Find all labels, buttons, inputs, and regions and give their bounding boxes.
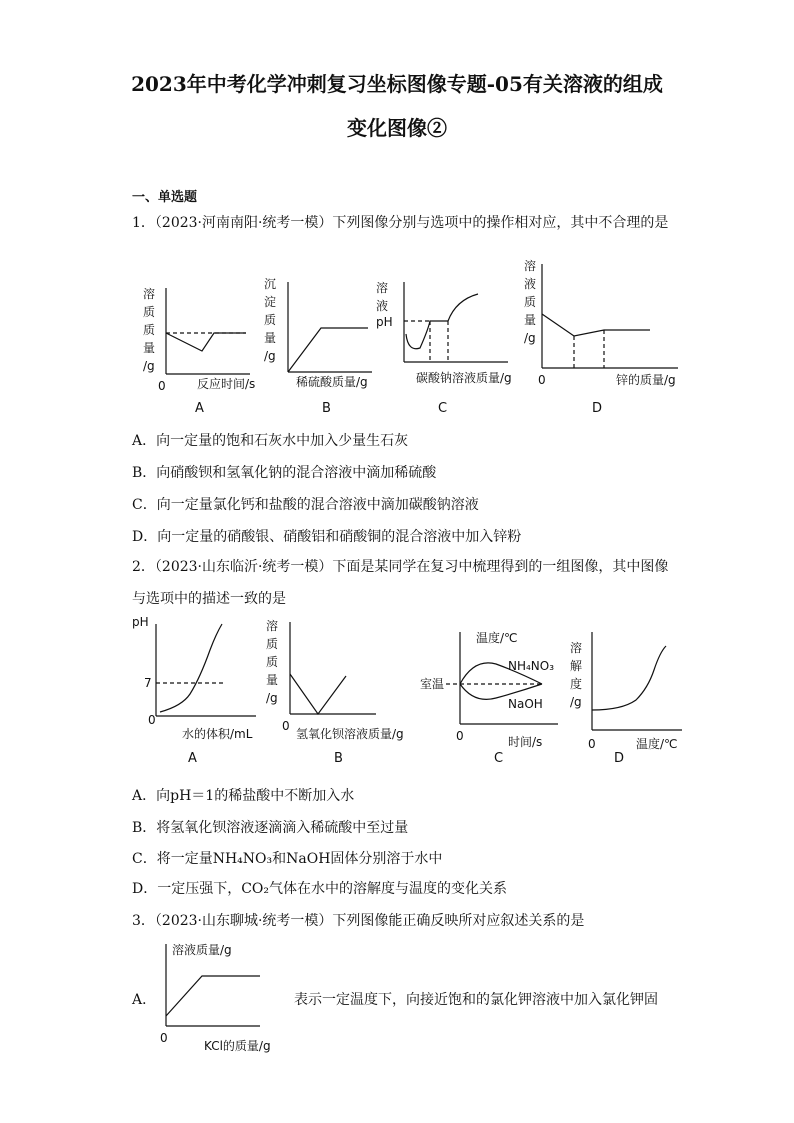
q2-chart-a xyxy=(132,615,256,766)
q1b-ylabel-4: 量 xyxy=(264,331,277,345)
q2-chart-b xyxy=(266,618,404,766)
q2c-xlabel: 时间/s xyxy=(508,735,543,749)
q2d-curve xyxy=(592,646,666,710)
doc-title-line2: 变化图像② xyxy=(347,116,447,140)
q1c-xlabel: 碳酸钠溶液质量/g xyxy=(416,371,512,385)
q1c-curve xyxy=(406,294,478,349)
q2-stem-line1: 2．（2023·山东临沂·统考一模）下面是某同学在复习中梳理得到的一组图像，其中图像 xyxy=(132,559,669,575)
q1b-ylabel-1: 沉 xyxy=(264,277,277,291)
q2b-xlabel: 氢氧化钡溶液质量/g xyxy=(296,727,404,741)
q1b-caption: B xyxy=(322,401,331,416)
q1-figure xyxy=(130,252,690,424)
q1c-ylabel-1: 溶 xyxy=(376,281,389,295)
q2b-ylabel-4: 量 xyxy=(266,673,279,687)
q2d-ylabel-1: 溶 xyxy=(570,641,583,655)
q2-chart-c xyxy=(420,630,558,766)
q1d-ylabel-5: /g xyxy=(524,331,536,345)
q1c-ylabel-3: pH xyxy=(376,315,393,329)
q1c-ylabel-2: 液 xyxy=(376,299,389,313)
q1b-ylabel-3: 质 xyxy=(264,313,277,327)
q1a-ylabel-2: 质 xyxy=(143,305,156,319)
q1-option-a[interactable]: A．向一定量的饱和石灰水中加入少量生石灰 xyxy=(132,433,409,449)
q2-option-c[interactable]: C．将一定量NH₄NO₃和NaOH固体分别溶于水中 xyxy=(132,851,443,867)
q2b-ylabel-1: 溶 xyxy=(266,619,279,633)
q3a-origin: 0 xyxy=(160,1031,168,1045)
q1d-origin: 0 xyxy=(538,373,546,387)
q1b-curve xyxy=(288,328,368,372)
q1a-curve xyxy=(166,333,246,351)
q1d-curve xyxy=(542,314,650,336)
q2b-ylabel-2: 质 xyxy=(266,637,279,651)
doc-title-line1: 2023年中考化学冲刺复习坐标图像专题-05有关溶液的组成 xyxy=(131,72,663,96)
q3a-xlabel: KCl的质量/g xyxy=(204,1039,271,1053)
q2d-caption: D xyxy=(614,751,625,766)
q2b-ylabel-3: 质 xyxy=(266,655,279,669)
q2c-origin: 0 xyxy=(456,729,464,743)
q2a-curve xyxy=(160,624,222,712)
q1a-origin: 0 xyxy=(158,379,166,393)
q2b-ylabel-5: /g xyxy=(266,691,278,705)
q1a-caption: A xyxy=(195,401,204,416)
q2-option-a[interactable]: A．向pH＝1的稀盐酸中不断加入水 xyxy=(132,788,355,804)
q2d-ylabel-4: /g xyxy=(570,695,582,709)
q3a-curve xyxy=(166,976,260,1016)
q1d-ylabel-1: 溶 xyxy=(524,259,537,273)
q2c-label-naoh: NaOH xyxy=(508,697,543,711)
q2c-caption: C xyxy=(494,751,504,766)
q1d-ylabel-4: 量 xyxy=(524,313,537,327)
q1b-xlabel: 稀硫酸质量/g xyxy=(296,375,368,389)
q1a-xlabel: 反应时间/s xyxy=(197,377,256,391)
q3-chart-a xyxy=(152,938,292,1054)
q1d-xlabel: 锌的质量/g xyxy=(616,373,676,387)
q2d-ylabel-3: 度 xyxy=(570,677,583,691)
q2a-caption: A xyxy=(188,751,197,766)
q1c-caption: C xyxy=(438,401,448,416)
q2d-origin: 0 xyxy=(588,737,596,751)
q2a-tick-7: 7 xyxy=(144,676,152,690)
q1d-ylabel-2: 液 xyxy=(524,277,537,291)
q1-option-d[interactable]: D．向一定量的硝酸银、硝酸铝和硝酸铜的混合溶液中加入锌粉 xyxy=(132,529,522,545)
q2b-curve xyxy=(290,674,346,714)
q1-option-c[interactable]: C．向一定量氯化钙和盐酸的混合溶液中滴加碳酸钠溶液 xyxy=(132,497,479,513)
q1a-ylabel-1: 溶 xyxy=(143,287,156,301)
q1-chart-c xyxy=(376,280,512,416)
q1a-ylabel-4: 量 xyxy=(143,341,156,355)
q3-stem: 3．（2023·山东聊城·统考一模）下列图像能正确反映所对应叙述关系的是 xyxy=(132,913,585,929)
q1b-ylabel-2: 淀 xyxy=(264,295,277,309)
q1a-ylabel-3: 质 xyxy=(143,323,156,337)
q3-option-a-label[interactable]: A． xyxy=(132,992,157,1008)
q2a-origin: 0 xyxy=(148,713,156,727)
q2-stem-line2: 与选项中的描述一致的是 xyxy=(132,591,286,607)
q2-chart-d xyxy=(570,632,682,766)
section-heading: 一、单选题 xyxy=(132,190,198,205)
q2d-xlabel: 温度/℃ xyxy=(636,737,678,751)
q1-chart-a xyxy=(143,286,255,416)
q1-chart-b xyxy=(264,277,372,416)
q2c-room-temp: 室温 xyxy=(420,677,445,691)
q1-chart-d xyxy=(524,258,678,416)
q2b-caption: B xyxy=(334,751,343,766)
q2a-ylabel: pH xyxy=(132,615,149,629)
q2d-ylabel-2: 解 xyxy=(570,659,583,673)
q1-stem: 1．（2023·河南南阳·统考一模）下列图像分别与选项中的操作相对应，其中不合理的是 xyxy=(132,215,669,231)
q1d-ylabel-3: 质 xyxy=(524,295,537,309)
q2b-origin: 0 xyxy=(282,719,290,733)
q1d-caption: D xyxy=(592,401,603,416)
q2a-xlabel: 水的体积/mL xyxy=(182,727,253,741)
q2-option-b[interactable]: B．将氢氧化钡溶液逐滴滴入稀硫酸中至过量 xyxy=(132,820,409,836)
q2c-ylabel: 温度/℃ xyxy=(476,631,518,645)
q2-option-d[interactable]: D．一定压强下，CO₂气体在水中的溶解度与温度的变化关系 xyxy=(132,881,508,897)
q1-option-b[interactable]: B．向硝酸钡和氢氧化钠的混合溶液中滴加稀硫酸 xyxy=(132,465,437,481)
q3a-ylabel: 溶液质量/g xyxy=(172,943,232,957)
q2-figure xyxy=(130,612,700,772)
q1a-ylabel-5: /g xyxy=(143,359,155,373)
q3-option-a-text: 表示一定温度下，向接近饱和的氯化钾溶液中加入氯化钾固 xyxy=(294,992,658,1008)
q2c-label-nh4no3: NH₄NO₃ xyxy=(508,659,555,673)
q1b-ylabel-5: /g xyxy=(264,349,276,363)
